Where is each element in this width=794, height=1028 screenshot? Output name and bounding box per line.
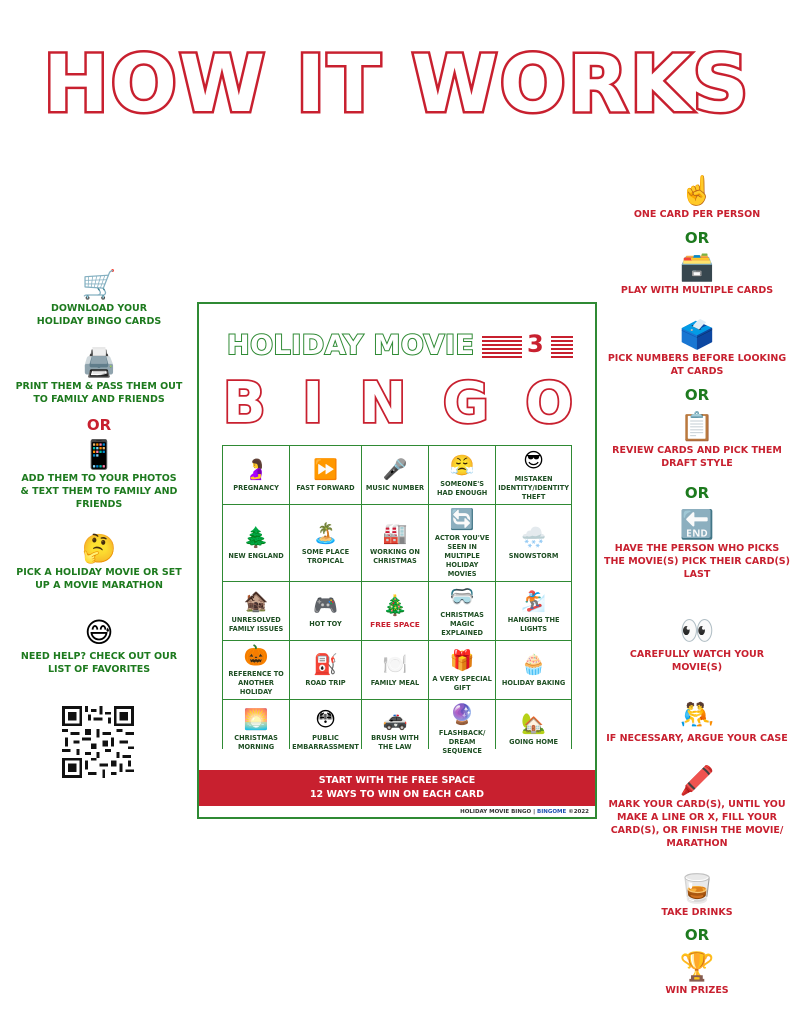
bingo-cell[interactable]	[429, 700, 495, 758]
bingo-letter-g: G	[442, 371, 489, 436]
cell-text: CHRISTMAS MAGIC EXPLAINED	[440, 611, 484, 637]
cell-icon: 🏡	[521, 711, 547, 735]
free-space-cell[interactable]	[362, 582, 428, 640]
step-mark-cards	[604, 764, 790, 850]
bingo-cell[interactable]	[223, 641, 289, 699]
cell-icon: 🍽️	[382, 652, 408, 676]
rules-banner	[199, 770, 595, 806]
footer-separator: |	[533, 809, 536, 815]
cell-icon: 😳	[315, 706, 336, 731]
step-watch	[604, 614, 790, 674]
step-multiple-cards	[604, 250, 790, 297]
step-argue	[604, 698, 790, 745]
left-instructions	[10, 0, 188, 1028]
bingo-letters	[223, 371, 573, 436]
bingo-letter-o: O	[525, 371, 573, 436]
step-text: IF NECESSARY, ARGUE YOUR CASE	[606, 733, 788, 744]
cell-text: MISTAKEN IDENTITY/IDENTITY THEFT	[498, 475, 569, 501]
cell-icon: ⏩	[313, 457, 338, 481]
cell-text: HOLIDAY BAKING	[501, 679, 566, 687]
pointing-finger-icon: ☝️	[679, 174, 715, 207]
cell-icon: 🌅	[243, 706, 269, 731]
step-text: ADD THEM TO YOUR PHOTOS & TEXT THEM TO FAMILY AND FRIENDS	[20, 473, 178, 510]
cell-icon: 🎮	[313, 593, 338, 617]
cell-icon: 🎃	[243, 643, 269, 667]
bingo-cell[interactable]	[362, 700, 428, 758]
whiskey-glass-icon: 🥃	[679, 872, 715, 905]
cell-icon: 🏝️	[313, 520, 338, 545]
page-title: HOW IT WORKS	[43, 40, 751, 130]
bingo-cell[interactable]	[429, 446, 495, 504]
cell-icon: 🌨️	[521, 525, 547, 549]
bingo-cell[interactable]	[496, 700, 571, 758]
right-instructions	[604, 0, 790, 1028]
bingo-cell[interactable]	[362, 641, 428, 699]
cell-text: ACTOR YOU'VE SEEN IN MULTIPLE HOLIDAY MOVIES	[434, 534, 490, 578]
bingo-letter-i: I	[302, 371, 324, 436]
cell-text: UNRESOLVED FAMILY ISSUES	[228, 615, 284, 633]
bingo-cell[interactable]	[429, 641, 495, 699]
cell-icon: 🥽	[449, 584, 475, 608]
printer-icon: 🖨️	[81, 346, 117, 379]
clipboard-icon: 📋	[679, 410, 715, 443]
card-box-icon: 🗃️	[679, 250, 715, 283]
card-number: 3	[527, 330, 544, 358]
bingo-cell[interactable]	[496, 582, 571, 640]
cell-icon: 🏂	[521, 588, 547, 613]
bingo-cell[interactable]	[290, 446, 361, 504]
bingo-cell[interactable]	[362, 505, 428, 581]
bingo-cell[interactable]	[290, 582, 361, 640]
step-pick-numbers	[604, 318, 790, 378]
cell-text: HANGING THE LIGHTS	[507, 615, 560, 633]
bingo-cell[interactable]	[223, 505, 289, 581]
step-text: PICK A HOLIDAY MOVIE OR SET UP A MOVIE MARATHON	[16, 567, 182, 591]
cell-icon: 🏚️	[243, 588, 269, 613]
bingo-cell[interactable]	[290, 700, 361, 758]
ballot-box-icon: 🗳️	[679, 318, 715, 351]
trophy-icon: 🏆	[679, 950, 715, 983]
card-heading: HOLIDAY MOVIE	[227, 330, 475, 361]
footer-title: HOLIDAY MOVIE BINGO	[460, 809, 532, 815]
or-label: OR	[684, 484, 710, 502]
step-text: ONE CARD PER PERSON	[633, 209, 761, 220]
cell-icon: 😎	[523, 448, 545, 472]
cell-icon: 😤	[449, 452, 475, 477]
bingo-cell[interactable]	[362, 446, 428, 504]
cell-text: FLASHBACK/ DREAM SEQUENCE	[438, 729, 486, 755]
step-one-card	[604, 174, 790, 221]
cell-text: SOMEONE'S HAD ENOUGH	[436, 479, 488, 497]
bingo-cell[interactable]	[429, 582, 495, 640]
cell-text: FREE SPACE	[370, 620, 420, 629]
cell-icon: ⛽	[313, 652, 338, 676]
cell-icon: 🚓	[382, 706, 408, 731]
cell-text: FAMILY MEAL	[370, 679, 420, 687]
stripes-decoration	[482, 336, 522, 358]
bingo-cell[interactable]	[429, 505, 495, 581]
banner-line: START WITH THE FREE SPACE	[318, 775, 476, 786]
card-header	[199, 330, 595, 370]
step-text: PLAY WITH MULTIPLE CARDS	[620, 285, 774, 296]
step-text: MARK YOUR CARD(S), UNTIL YOU MAKE A LINE OR X, FILL YOUR CARD(S), OR FINISH THE MOVIE/ MARATHON	[608, 799, 786, 849]
step-pick-movie	[10, 532, 188, 592]
bingo-cell[interactable]	[496, 641, 571, 699]
crayon-icon: 🖍️	[679, 764, 715, 797]
cell-icon: 🎄	[382, 593, 408, 617]
cell-icon: 🧁	[521, 652, 547, 676]
bingo-cell[interactable]	[290, 641, 361, 699]
stripes-decoration	[551, 336, 573, 358]
thinking-face-icon: 🤔	[81, 532, 117, 565]
step-drinks	[604, 872, 790, 919]
step-text: HAVE THE PERSON WHO PICKS THE MOVIE(S) PICK THEIR CARD(S) LAST	[604, 543, 790, 580]
step-text: PICK NUMBERS BEFORE LOOKING AT CARDS	[607, 353, 787, 377]
step-print	[10, 346, 188, 406]
step-need-help	[10, 616, 188, 676]
qr-code[interactable]	[62, 706, 134, 778]
cell-text: WORKING ON CHRISTMAS	[370, 547, 420, 565]
card-footer	[460, 809, 589, 815]
wrestlers-icon: 🤼	[679, 698, 715, 731]
cell-text: GOING HOME	[509, 738, 559, 746]
bingo-cell[interactable]	[223, 446, 289, 504]
or-label: OR	[684, 926, 710, 944]
footer-brand: BINGOME	[537, 809, 567, 815]
bingo-cell[interactable]	[496, 446, 571, 504]
sweat-smile-icon: 😅	[84, 616, 114, 649]
cell-text: HOT TOY	[309, 620, 342, 628]
step-text: REVIEW CARDS AND PICK THEM DRAFT STYLE	[612, 445, 782, 469]
cell-text: PREGNANCY	[233, 484, 279, 492]
cell-text: SOME PLACE TROPICAL	[301, 547, 350, 565]
cell-text: ROAD TRIP	[305, 679, 346, 687]
or-label: OR	[86, 416, 112, 434]
bingo-card	[197, 302, 597, 819]
cell-icon: 🌲	[243, 525, 269, 549]
cell-text: PUBLIC EMBARRASSMENT	[292, 733, 359, 751]
banner-line: 12 WAYS TO WIN ON EACH CARD	[309, 789, 485, 800]
cell-icon: 🎤	[382, 457, 408, 481]
or-label: OR	[684, 229, 710, 247]
step-text-photos	[10, 438, 188, 511]
cell-text: FAST FORWARD	[296, 484, 355, 492]
bingo-cell[interactable]	[223, 700, 289, 758]
step-download	[10, 268, 188, 328]
cell-icon: 🏭	[382, 520, 408, 545]
cell-icon: 🤰	[243, 457, 269, 481]
step-text: TAKE DRINKS	[661, 907, 733, 918]
cell-text: BRUSH WITH THE LAW	[371, 733, 419, 751]
step-prizes	[604, 950, 790, 997]
bingo-letter-b: B	[223, 371, 266, 436]
cell-text: CHRISTMAS MORNING	[234, 733, 278, 751]
step-text: PRINT THEM & PASS THEM OUT TO FAMILY AND FRIENDS	[15, 381, 183, 405]
cell-text: A VERY SPECIAL GIFT	[432, 674, 492, 692]
phone-icon: 📱	[81, 438, 117, 471]
cell-icon: 🔄	[449, 507, 475, 531]
end-arrow-icon: 🔚	[679, 508, 715, 541]
or-label: OR	[684, 386, 710, 404]
step-text: CAREFULLY WATCH YOUR MOVIE(S)	[629, 649, 765, 673]
step-draft-style	[604, 410, 790, 470]
step-movie-picker-last	[604, 508, 790, 581]
bingo-grid	[222, 445, 572, 755]
cell-text: SNOWSTORM	[508, 552, 559, 560]
shopping-cart-icon: 🛒	[81, 268, 117, 301]
eyes-icon: 👀	[679, 614, 715, 647]
cell-icon: 🎁	[449, 647, 475, 672]
cell-text: REFERENCE TO ANOTHER HOLIDAY	[228, 670, 284, 696]
cell-icon: 🔮	[449, 702, 475, 726]
cell-text: MUSIC NUMBER	[365, 484, 425, 492]
cell-text: NEW ENGLAND	[228, 552, 284, 560]
step-text: DOWNLOAD YOUR HOLIDAY BINGO CARDS	[36, 303, 162, 327]
bingo-letter-n: N	[359, 371, 407, 436]
bingo-cell[interactable]	[496, 505, 571, 581]
footer-copyright: ©2022	[568, 809, 589, 815]
bingo-cell[interactable]	[223, 582, 289, 640]
bingo-cell[interactable]	[290, 505, 361, 581]
step-text: WIN PRIZES	[665, 985, 729, 996]
step-text: NEED HELP? CHECK OUT OUR LIST OF FAVORITES	[20, 651, 178, 675]
